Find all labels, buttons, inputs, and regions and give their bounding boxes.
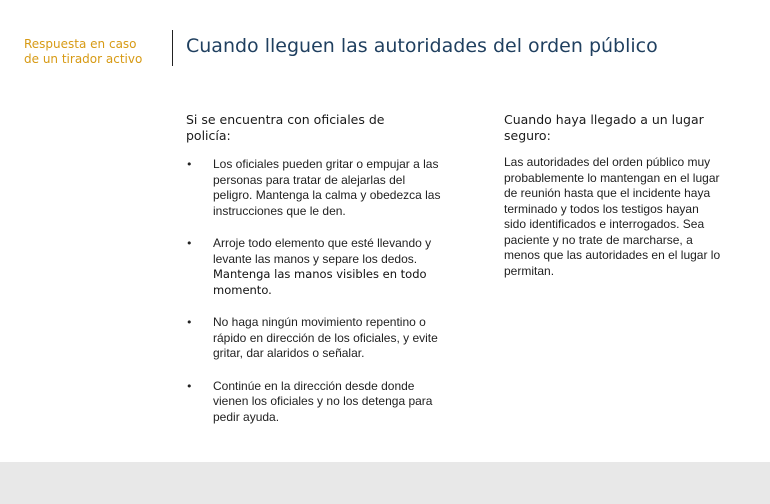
header-divider — [172, 30, 173, 66]
section-label: Respuesta en caso de un tirador activo — [24, 37, 143, 66]
instructions-list — [186, 157, 456, 425]
list-item-text: Los oficiales pueden gritar o empujar a las personas para tratar de alejarlas del peligro. Mantenga la calma y obedezca las instrucciones que le den. — [213, 157, 441, 218]
list-item-emphasis: Mantenga las manos visibles en todo momento. — [213, 267, 427, 297]
page-title: Cuando lleguen las autoridades del orden público — [186, 35, 658, 57]
bullet-icon: • — [186, 379, 193, 393]
list-item — [186, 157, 456, 219]
list-item-text: Arroje todo elemento que esté llevando y levante las manos y separe los dedos. — [213, 236, 432, 266]
bullet-icon: • — [186, 316, 193, 329]
right-column-heading: Cuando haya llegado a un lugar seguro: — [504, 112, 704, 143]
list-item-text: No haga ningún movimiento repentino o rápido en dirección de los oficiales, y evite gritar, dar alaridos o señalar. — [213, 315, 438, 360]
list-item-text: Continúe en la dirección desde donde vienen los oficiales y no los detenga para pedir ayuda. — [213, 378, 433, 424]
bullet-icon: • — [186, 158, 193, 171]
footer-band — [0, 462, 770, 504]
list-item — [186, 315, 456, 362]
left-column — [186, 112, 456, 425]
list-item — [186, 379, 456, 426]
list-item — [186, 236, 456, 298]
right-column — [504, 112, 724, 279]
list-item-text-group — [213, 236, 441, 298]
bullet-icon: • — [186, 237, 193, 250]
left-column-heading: Si se encuentra con oficiales de policía: — [186, 112, 385, 143]
right-column-body: Las autoridades del orden público muy probablemente lo mantengan en el lugar de reunión hasta que el incidente haya terminado y todos los testigos hayan sido identificados e interrogados. Sea paciente y no trate de marcharse, a menos que las autoridades en el lugar lo permitan. — [504, 155, 721, 278]
